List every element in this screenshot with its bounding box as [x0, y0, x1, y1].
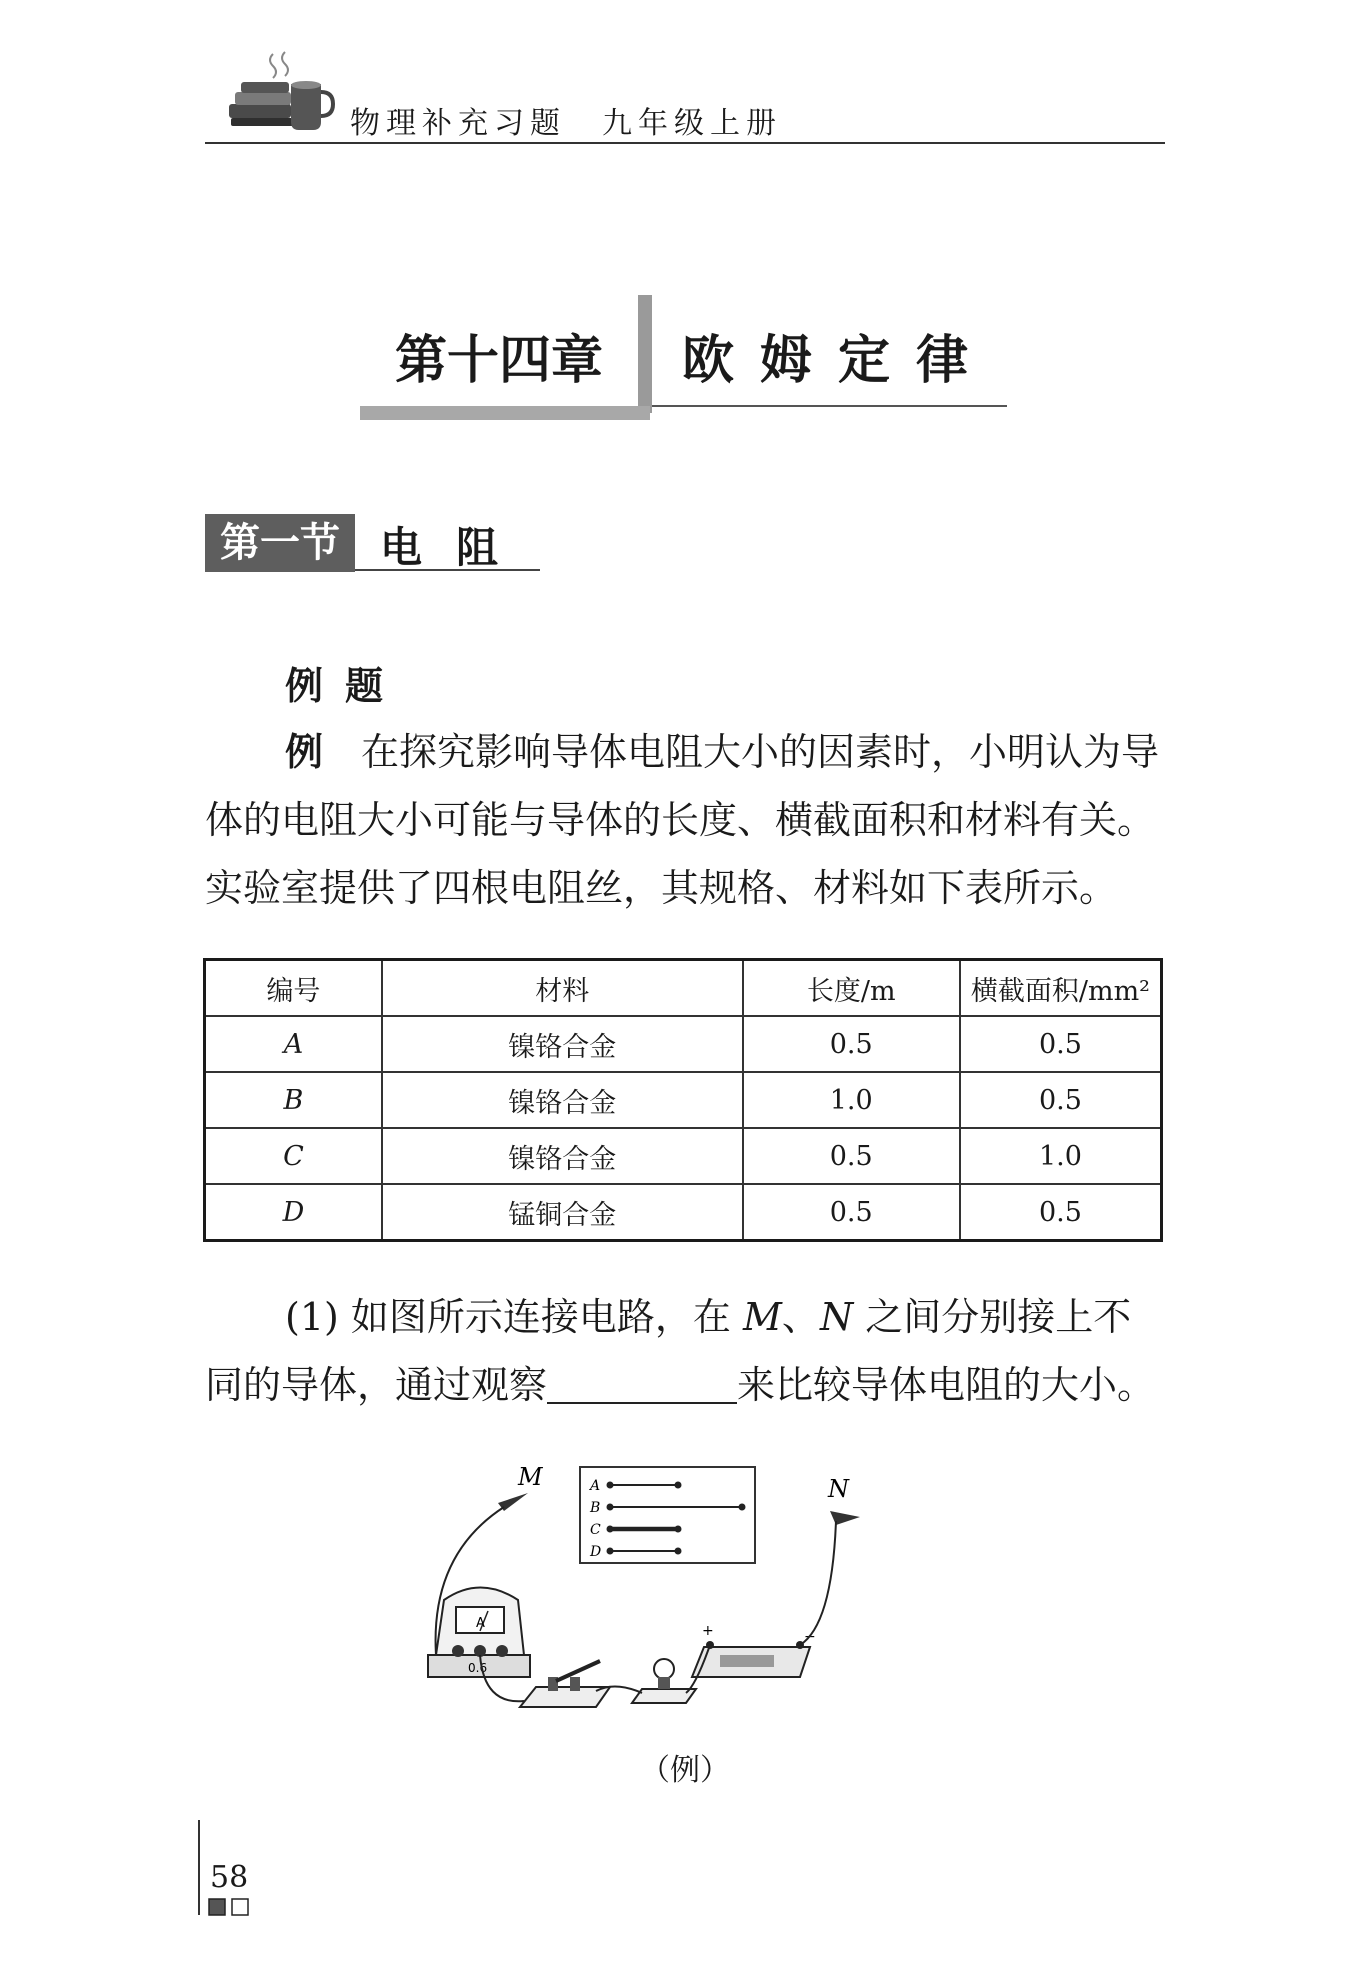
wire-label-b: B — [590, 1500, 601, 1516]
table-cell: 0.5 — [743, 1128, 960, 1184]
example-intro-text: 在探究影响导体电阻大小的因素时，小明认为导体的电阻大小可能与导体的长度、横截面积和材料有关。实验室提供了四根电阻丝，其规格、材料如下表所示。 — [205, 730, 1160, 910]
footer-squares-icon — [208, 1898, 252, 1916]
figure-caption: （例） — [640, 1753, 730, 1788]
battery-minus: − — [804, 1629, 816, 1645]
resistance-wire-c — [607, 1526, 682, 1533]
table-cell: 0.5 — [960, 1184, 1162, 1241]
table-cell: 锰铜合金 — [382, 1184, 743, 1241]
table-cell: 镍铬合金 — [382, 1016, 743, 1072]
question-1-middle: 之间分别接上不同的导体，通过观察 — [205, 1295, 1132, 1407]
ammeter-scale: 0.6 — [468, 1661, 488, 1675]
chapter-number: 第十四章 — [395, 330, 604, 391]
page-number-bar — [198, 1820, 200, 1915]
table-row — [205, 1128, 1162, 1184]
table-cell: D — [205, 1184, 382, 1241]
table-cell: 1.0 — [743, 1072, 960, 1128]
table-header-cell: 横截面积/mm² — [960, 960, 1162, 1017]
bulb-icon — [632, 1659, 696, 1703]
resistance-wire-b — [607, 1504, 746, 1511]
table-row — [205, 1184, 1162, 1241]
section-title: 电阻 — [380, 523, 533, 572]
battery-plus: + — [702, 1623, 714, 1639]
table-cell: B — [205, 1072, 382, 1128]
question-1 — [205, 1283, 1167, 1419]
wire-label-a: A — [590, 1478, 601, 1494]
section-underline — [355, 569, 540, 571]
section-badge: 第一节 — [205, 514, 355, 572]
table-header-row — [205, 960, 1162, 1017]
table-cell: 1.0 — [960, 1128, 1162, 1184]
table-cell: 镍铬合金 — [382, 1072, 743, 1128]
question-1-sep: 、 — [781, 1295, 820, 1339]
table-cell: A — [205, 1016, 382, 1072]
table-row — [205, 1072, 1162, 1128]
wire-board — [580, 1467, 755, 1563]
ammeter-unit: A — [476, 1616, 485, 1631]
example-label: 例 — [285, 730, 324, 774]
table-cell: 0.5 — [960, 1016, 1162, 1072]
resistance-wire-a — [607, 1482, 682, 1489]
chapter-title: 欧姆定律 — [682, 330, 995, 391]
resistance-wire-table — [203, 958, 1163, 1242]
example-intro-paragraph — [205, 718, 1167, 922]
clip-label-n: N — [828, 1475, 849, 1503]
table-cell: 0.5 — [743, 1016, 960, 1072]
circuit-figure — [420, 1455, 940, 1725]
table-cell: 0.5 — [960, 1072, 1162, 1128]
wire-label-d: D — [590, 1544, 602, 1560]
table-cell: 0.5 — [743, 1184, 960, 1241]
clip-n-icon — [830, 1511, 860, 1525]
books-and-mug-icon — [225, 48, 335, 138]
wire-label-c: C — [590, 1522, 601, 1538]
table-header-cell: 编号 — [205, 960, 382, 1017]
chapter-divider-bar — [638, 295, 652, 413]
table-row — [205, 1016, 1162, 1072]
chapter-shadow-bar — [360, 406, 650, 420]
question-1-suffix: 来比较导体电阻的大小。 — [737, 1363, 1156, 1407]
table-cell: 镍铬合金 — [382, 1128, 743, 1184]
header-divider — [205, 142, 1165, 144]
question-1-prefix: (1) 如图所示连接电路，在 — [285, 1295, 743, 1339]
question-1-m: M — [743, 1295, 782, 1339]
example-heading: 例题 — [285, 664, 406, 708]
table-cell: C — [205, 1128, 382, 1184]
chapter-underline — [652, 405, 1007, 407]
header-title: 物理补充习题 九年级上册 — [350, 106, 782, 141]
page-number: 58 — [210, 1860, 249, 1895]
clip-label-m: M — [518, 1463, 543, 1491]
question-1-n: N — [819, 1295, 854, 1339]
answer-blank[interactable] — [547, 1362, 737, 1404]
switch-icon — [520, 1661, 610, 1707]
table-header-cell: 材料 — [382, 960, 743, 1017]
table-header-cell: 长度/m — [743, 960, 960, 1017]
resistance-wire-d — [607, 1548, 682, 1555]
